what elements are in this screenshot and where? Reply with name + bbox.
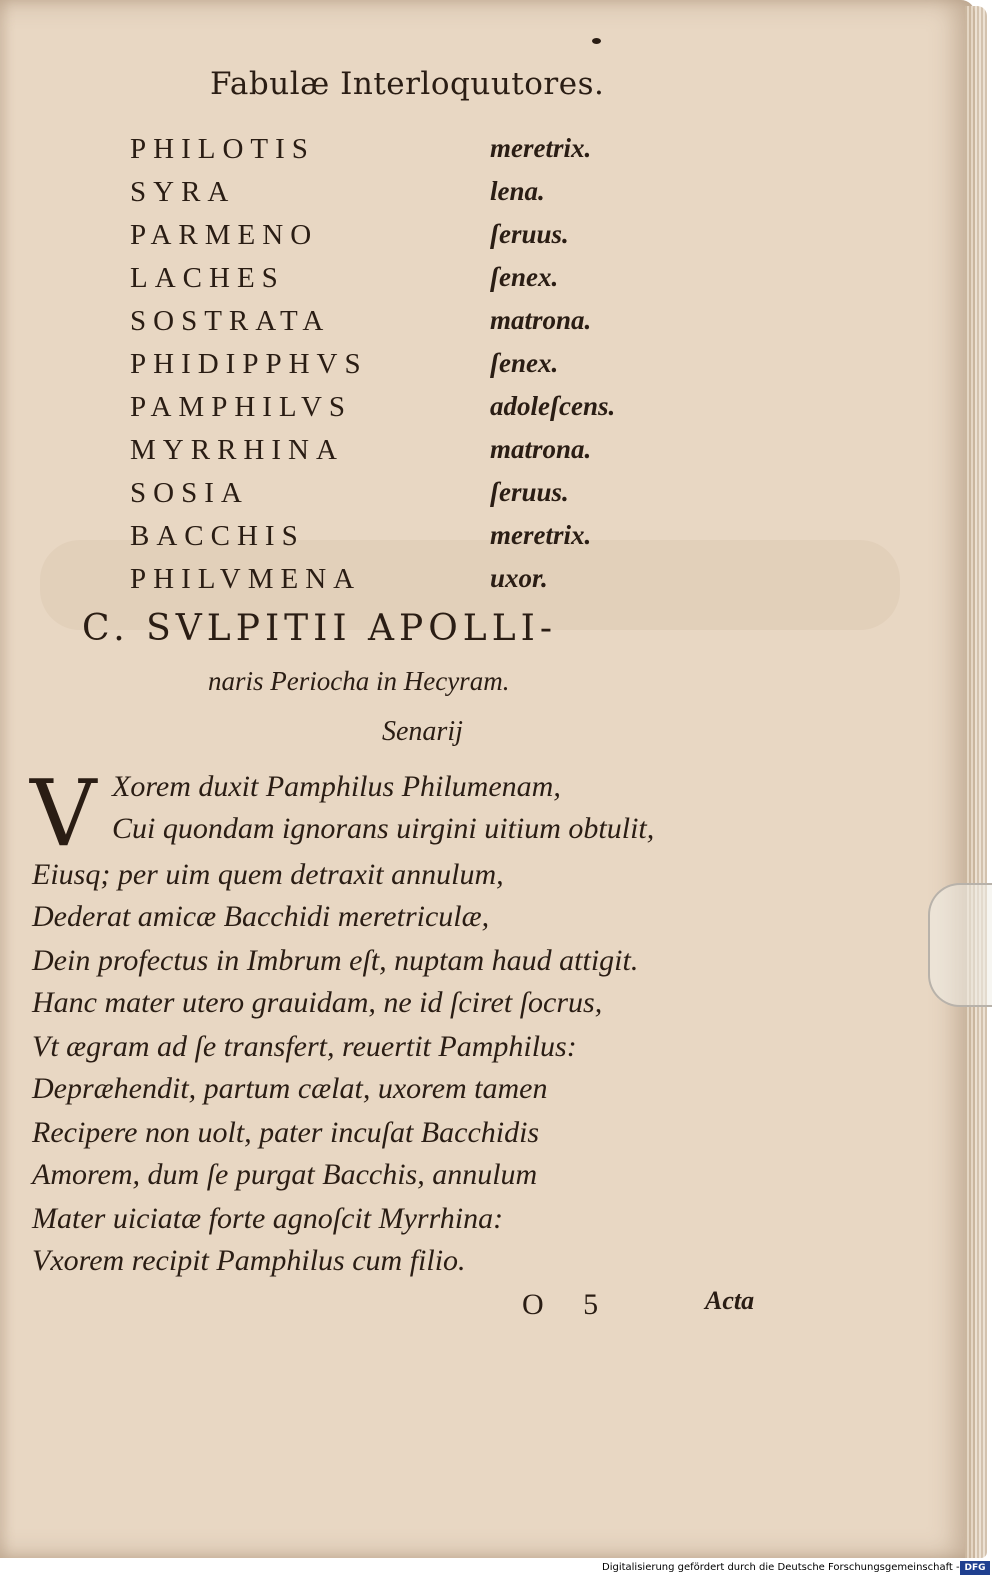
ink-mark bbox=[592, 38, 601, 44]
cast-name: SOSIA bbox=[130, 477, 249, 509]
verse-line: Hanc mater utero grauidam, ne id ſciret ſocrus, bbox=[32, 986, 603, 1019]
signature-mark: O 5 bbox=[522, 1288, 615, 1321]
cast-role: ſeruus. bbox=[490, 219, 569, 249]
cast-row bbox=[130, 133, 690, 175]
cast-name: SYRA bbox=[130, 176, 236, 208]
cast-name: SOSTRATA bbox=[130, 305, 331, 337]
cast-row bbox=[130, 219, 690, 261]
cast-role: uxor. bbox=[490, 563, 548, 593]
cast-row bbox=[130, 391, 690, 433]
catchword: Acta bbox=[705, 1286, 755, 1315]
cast-name: PHILOTIS bbox=[130, 133, 315, 165]
cast-name: PAMPHILVS bbox=[130, 391, 353, 423]
verse-line: Cui quondam ignorans uirgini uitium obtulit, bbox=[112, 812, 655, 845]
cast-role: ſeruus. bbox=[490, 477, 569, 507]
title-line-1: C. SVLPITII APOLLI- bbox=[82, 608, 557, 649]
cast-role: meretrix. bbox=[490, 520, 592, 550]
cast-row bbox=[130, 176, 690, 218]
cast-name: PHILVMENA bbox=[130, 563, 362, 595]
cast-name: LACHES bbox=[130, 262, 285, 294]
cast-row bbox=[130, 305, 690, 347]
verse-line: Dederat amicæ Bacchidi meretriculæ, bbox=[32, 900, 490, 933]
cast-role: matrona. bbox=[490, 434, 592, 464]
verse-line: Vt ægram ad ſe transfert, reuertit Pamphilus: bbox=[32, 1030, 577, 1063]
title-line-2: naris Periocha in Hecyram. bbox=[208, 666, 510, 696]
cast-name: MYRRHINA bbox=[130, 434, 344, 466]
cast-row bbox=[130, 520, 690, 562]
dfg-logo: DFG bbox=[960, 1561, 990, 1575]
cast-name: PARMENO bbox=[130, 219, 319, 251]
verse-line: Vxorem recipit Pamphilus cum filio. bbox=[32, 1244, 466, 1277]
cast-row bbox=[130, 434, 690, 476]
footer-credit: Digitalisierung gefördert durch die Deutsche Forschungsgemeinschaft - bbox=[602, 1562, 960, 1573]
drop-capital: V bbox=[30, 760, 97, 867]
title-line-3: Senarij bbox=[382, 716, 463, 747]
cast-role: meretrix. bbox=[490, 133, 592, 163]
page-clip bbox=[928, 883, 992, 1007]
cast-role: matrona. bbox=[490, 305, 592, 335]
cast-role: ſenex. bbox=[490, 348, 559, 378]
verse-line: Eiusq; per uim quem detraxit annulum, bbox=[32, 858, 504, 891]
cast-name: PHIDIPPHVS bbox=[130, 348, 368, 380]
verse-line: Depræhendit, partum cælat, uxorem tamen bbox=[32, 1072, 548, 1105]
verse-line: Dein profectus in Imbrum eſt, nuptam haud attigit. bbox=[32, 944, 639, 977]
page-header: Fabulæ Interloquutores. bbox=[210, 66, 605, 102]
cast-row bbox=[130, 477, 690, 519]
cast-row bbox=[130, 348, 690, 390]
cast-row bbox=[130, 262, 690, 304]
verse-line: Amorem, dum ſe purgat Bacchis, annulum bbox=[32, 1158, 538, 1191]
cast-name: BACCHIS bbox=[130, 520, 305, 552]
cast-role: adoleſcens. bbox=[490, 391, 616, 421]
cast-row bbox=[130, 563, 690, 605]
verse-line: Mater uiciatæ forte agnoſcit Myrrhina: bbox=[32, 1202, 504, 1235]
page-edge bbox=[965, 6, 987, 1558]
cast-role: ſenex. bbox=[490, 262, 559, 292]
verse-line: Xorem duxit Pamphilus Philumenam, bbox=[112, 770, 561, 803]
cast-role: lena. bbox=[490, 176, 545, 206]
verse-line: Recipere non uolt, pater incuſat Bacchidis bbox=[32, 1116, 540, 1149]
